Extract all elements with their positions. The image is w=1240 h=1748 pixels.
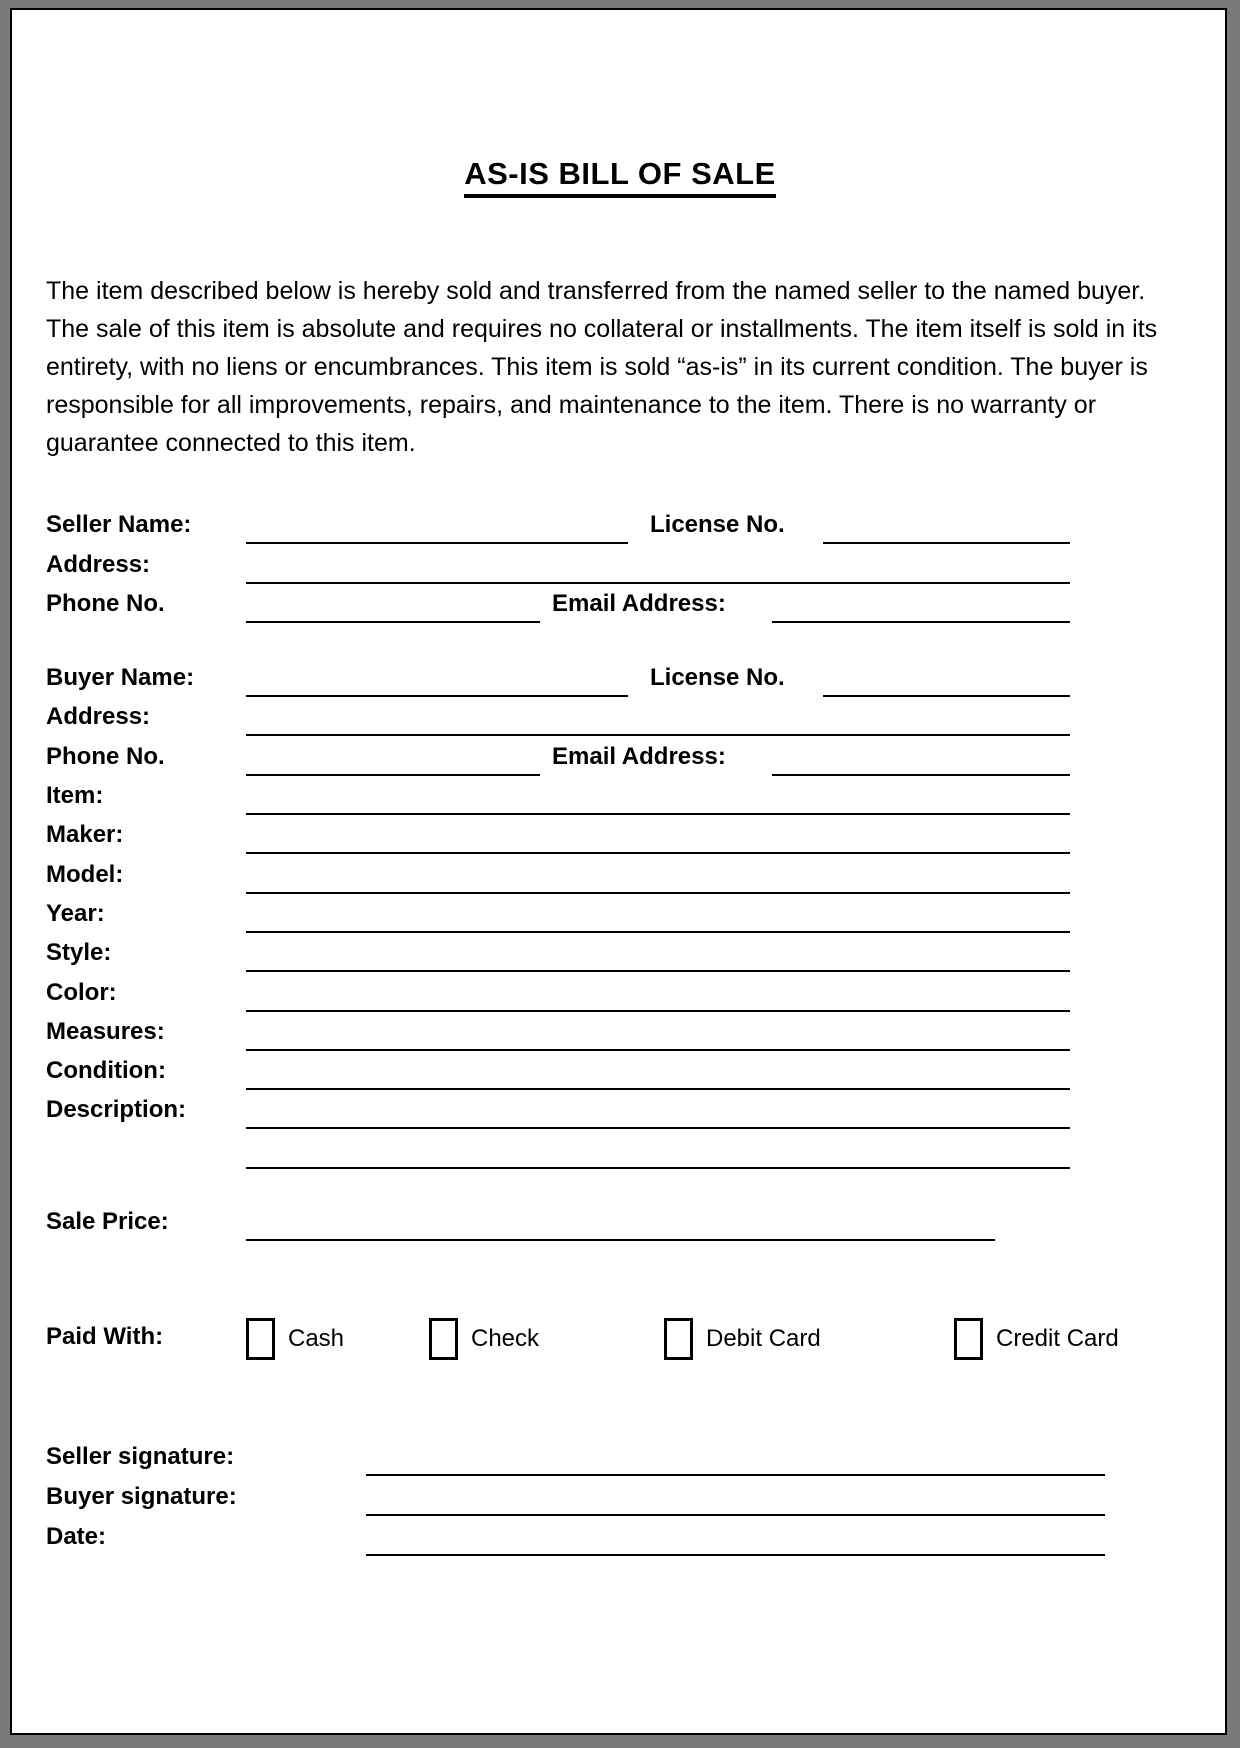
sale-price-label: Sale Price: [46, 1208, 169, 1236]
description-row-2 [46, 1129, 1070, 1168]
cash-label: Cash [288, 1325, 345, 1353]
title-section [46, 10, 1194, 198]
date-input[interactable] [366, 1544, 1105, 1556]
paid-option-debit-card [664, 1318, 954, 1360]
paid-option-cash [246, 1318, 429, 1360]
item-input[interactable] [246, 803, 1070, 815]
style-label: Style: [46, 939, 112, 967]
page-title: AS-IS BILL OF SALE [464, 156, 776, 198]
buyer-signature-label: Buyer signature: [46, 1483, 237, 1511]
year-label: Year: [46, 899, 105, 927]
check-checkbox[interactable] [429, 1318, 458, 1360]
paid-with-section [46, 1314, 1194, 1364]
buyer-name-input[interactable] [246, 685, 628, 697]
model-input[interactable] [246, 882, 1070, 894]
model-label: Model: [46, 860, 124, 888]
seller-name-label: Seller Name: [46, 511, 192, 539]
seller-section [46, 505, 1070, 623]
paid-option-credit-card [954, 1318, 1119, 1360]
seller-signature-label: Seller signature: [46, 1443, 235, 1471]
seller-phone-row [46, 584, 1070, 623]
buyer-phone-row [46, 736, 1070, 775]
credit-card-checkbox[interactable] [954, 1318, 983, 1360]
seller-address-label: Address: [46, 550, 151, 578]
buyer-address-input[interactable] [246, 724, 1070, 736]
seller-license-input[interactable] [823, 532, 1070, 544]
seller-address-row [46, 544, 1070, 583]
year-row [46, 894, 1070, 933]
debit-card-checkbox[interactable] [664, 1318, 693, 1360]
color-input[interactable] [246, 1000, 1070, 1012]
measures-label: Measures: [46, 1017, 165, 1045]
sale-price-row [46, 1202, 995, 1241]
measures-row [46, 1012, 1070, 1051]
seller-name-row [46, 505, 1070, 544]
maker-row [46, 815, 1070, 854]
paid-option-check [429, 1318, 664, 1360]
buyer-license-input[interactable] [823, 685, 1070, 697]
date-row [46, 1516, 1105, 1556]
buyer-phone-label: Phone No. [46, 742, 165, 770]
maker-label: Maker: [46, 821, 124, 849]
buyer-email-input[interactable] [772, 764, 1070, 776]
debit-card-label: Debit Card [706, 1325, 821, 1353]
seller-signature-row [46, 1436, 1105, 1476]
seller-address-input[interactable] [246, 572, 1070, 584]
measures-input[interactable] [246, 1039, 1070, 1051]
maker-input[interactable] [246, 842, 1070, 854]
buyer-name-label: Buyer Name: [46, 664, 195, 692]
date-label: Date: [46, 1523, 107, 1551]
bill-of-sale-page [10, 8, 1227, 1735]
seller-email-label: Email Address: [552, 589, 726, 617]
seller-signature-input[interactable] [366, 1464, 1105, 1476]
paid-with-label: Paid With: [46, 1322, 164, 1350]
seller-email-input[interactable] [772, 611, 1070, 623]
buyer-address-row [46, 697, 1070, 736]
description-input-line2[interactable] [246, 1157, 1070, 1169]
item-row [46, 776, 1070, 815]
sale-price-input[interactable] [246, 1229, 995, 1241]
color-row [46, 972, 1070, 1011]
style-row [46, 933, 1070, 972]
buyer-license-label: License No. [650, 664, 785, 692]
style-input[interactable] [246, 960, 1070, 972]
seller-name-input[interactable] [246, 532, 628, 544]
seller-phone-input[interactable] [246, 611, 540, 623]
buyer-phone-input[interactable] [246, 764, 540, 776]
buyer-address-label: Address: [46, 703, 151, 731]
buyer-name-row [46, 658, 1070, 697]
color-label: Color: [46, 978, 117, 1006]
item-label: Item: [46, 782, 104, 810]
buyer-signature-input[interactable] [366, 1504, 1105, 1516]
seller-phone-label: Phone No. [46, 589, 165, 617]
cash-checkbox[interactable] [246, 1318, 275, 1360]
intro-paragraph: The item described below is hereby sold and transferred from the named seller to the named buyer. The sale of this item is absolute and requires no collateral or installments. The item itself is sold in its entirety, with no liens or encumbrances. This item is sold “as-is” in its current condition. The buyer is responsible for all improvements, repairs, and maintenance to the item. There is no warranty or guarantee connected to this item. [46, 277, 1158, 457]
buyer-email-label: Email Address: [552, 742, 726, 770]
model-row [46, 854, 1070, 893]
buyer-signature-row [46, 1476, 1105, 1516]
description-input[interactable] [246, 1117, 1070, 1129]
seller-license-label: License No. [650, 511, 785, 539]
condition-input[interactable] [246, 1078, 1070, 1090]
sale-price-section [46, 1202, 995, 1241]
year-input[interactable] [246, 921, 1070, 933]
description-label: Description: [46, 1096, 187, 1124]
condition-row [46, 1051, 1070, 1090]
buyer-section [46, 658, 1070, 1169]
credit-card-label: Credit Card [996, 1325, 1119, 1353]
signature-section [46, 1436, 1105, 1556]
condition-label: Condition: [46, 1057, 166, 1085]
description-row [46, 1090, 1070, 1129]
check-label: Check [471, 1325, 540, 1353]
